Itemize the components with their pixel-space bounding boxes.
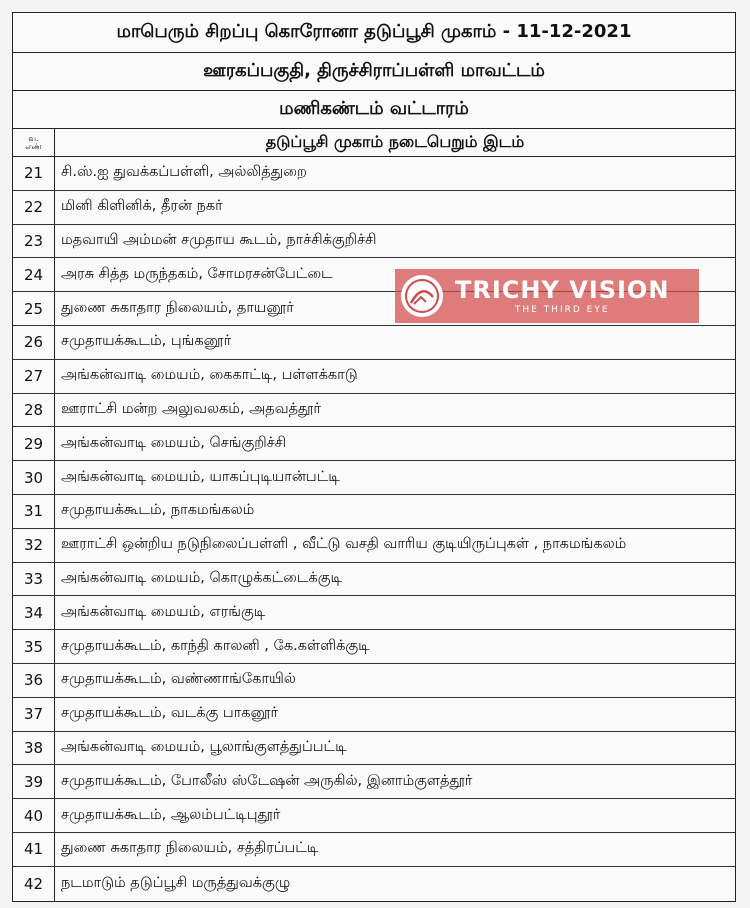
row-camp-location: அரசு சித்த மருந்தகம், சோமரசன்பேட்டை [61,265,333,282]
page-title: மாபெரும் சிறப்பு கொரோனா தடுப்பூசி முகாம் - 11-12-2021 [13,13,735,53]
serial-column-header [13,129,55,156]
row-serial-number: 34 [13,596,55,629]
table-row [13,596,735,630]
table-row [13,157,735,191]
row-camp-location: சமுதாயக்கூடம், வண்ணாங்கோயில் [61,671,296,688]
row-serial-number: 25 [13,292,55,325]
table-row [13,360,735,394]
row-serial-number: 35 [13,630,55,663]
row-serial-number: 31 [13,495,55,528]
table-row [13,765,735,799]
table-row [13,698,735,732]
table-row [13,495,735,529]
row-serial-number: 24 [13,258,55,291]
row-serial-number: 40 [13,799,55,832]
table-row [13,394,735,428]
row-camp-location: துணை சுகாதார நிலையம், தாயனூர் [61,299,294,316]
row-camp-location: ஊராட்சி ஒன்றிய நடுநிலைப்பள்ளி , வீட்டு வசதி வாரிய குடியிருப்புகள் , நாகமங்கலம் [61,536,627,553]
district-heading: ஊரகப்பகுதி, திருச்சிராப்பள்ளி மாவட்டம் [13,53,735,91]
table-row [13,867,735,901]
table-row [13,461,735,495]
table-row [13,664,735,698]
table-row [13,225,735,259]
table-row [13,732,735,766]
row-serial-number: 26 [13,326,55,359]
table-row [13,529,735,563]
place-column-header: தடுப்பூசி முகாம் நடைபெறும் இடம் [265,132,525,151]
row-camp-location: சமுதாயக்கூடம், புங்கனூர் [61,333,232,350]
row-camp-location: அங்கன்வாடி மையம், எரங்குடி [61,603,266,620]
watermark-title: TRICHY VISION [455,276,670,304]
row-camp-location: மினி கிளினிக், தீரன் நகர் [61,198,223,215]
row-serial-number: 37 [13,698,55,731]
row-serial-number: 23 [13,225,55,258]
row-serial-number: 30 [13,461,55,494]
row-camp-location: ஊராட்சி மன்ற அலுவலகம், அதவத்தூர் [61,400,321,417]
watermark [395,269,699,323]
row-serial-number: 22 [13,191,55,224]
serial-header-line2: எண் [25,141,42,151]
row-serial-number: 21 [13,157,55,190]
table-row [13,427,735,461]
row-serial-number: 39 [13,765,55,798]
row-camp-location: அங்கன்வாடி மையம், கைகாட்டி, பள்ளக்காடு [61,367,358,384]
row-camp-location: சமுதாயக்கூடம், போலீஸ் ஸ்டேஷன் அருகில், இனாம்குளத்தூர் [61,772,473,789]
row-camp-location: அங்கன்வாடி மையம், செங்குறிச்சி [61,434,287,451]
column-header-row [13,129,735,157]
row-serial-number: 41 [13,833,55,866]
table-row [13,799,735,833]
serial-header-line1: வ. [28,133,39,143]
row-serial-number: 38 [13,732,55,765]
row-serial-number: 29 [13,427,55,460]
row-camp-location: அங்கன்வாடி மையம், பூலாங்குளத்துப்பட்டி [61,738,347,755]
row-camp-location: சமுதாயக்கூடம், வடக்கு பாகனூர் [61,705,279,722]
row-camp-location: அங்கன்வாடி மையம், யாகப்புடியான்பட்டி [61,468,340,485]
row-camp-location: சி.ஸ்.ஐ துவக்கப்பள்ளி, அல்லித்துறை [61,164,307,181]
row-serial-number: 28 [13,394,55,427]
table-row [13,191,735,225]
row-serial-number: 27 [13,360,55,393]
row-camp-location: சமுதாயக்கூடம், ஆலம்பட்டிபுதூர் [61,806,281,823]
camp-table [12,12,736,902]
row-serial-number: 32 [13,529,55,562]
row-camp-location: மதவாயி அம்மன் சமுதாய கூடம், நாச்சிக்குறிச்சி [61,231,377,248]
table-row [13,833,735,867]
row-camp-location: துணை சுகாதார நிலையம், சத்திரப்பட்டி [61,840,319,857]
row-camp-location: நடமாடும் தடுப்பூசி மருத்துவக்குழு [61,874,291,891]
row-camp-location: அங்கன்வாடி மையம், கொழுக்கட்டைக்குடி [61,569,343,586]
table-row [13,563,735,597]
row-serial-number: 33 [13,563,55,596]
row-serial-number: 36 [13,664,55,697]
table-row [13,630,735,664]
watermark-subtitle: THE THIRD EYE [514,305,610,315]
block-heading: மணிகண்டம் வட்டாரம் [13,91,735,129]
eye-logo-icon [395,269,449,323]
row-serial-number: 42 [13,867,55,901]
row-camp-location: சமுதாயக்கூடம், காந்தி காலனி , கே.கள்ளிக்குடி [61,637,370,654]
table-row [13,326,735,360]
row-camp-location: சமுதாயக்கூடம், நாகமங்கலம் [61,502,255,519]
